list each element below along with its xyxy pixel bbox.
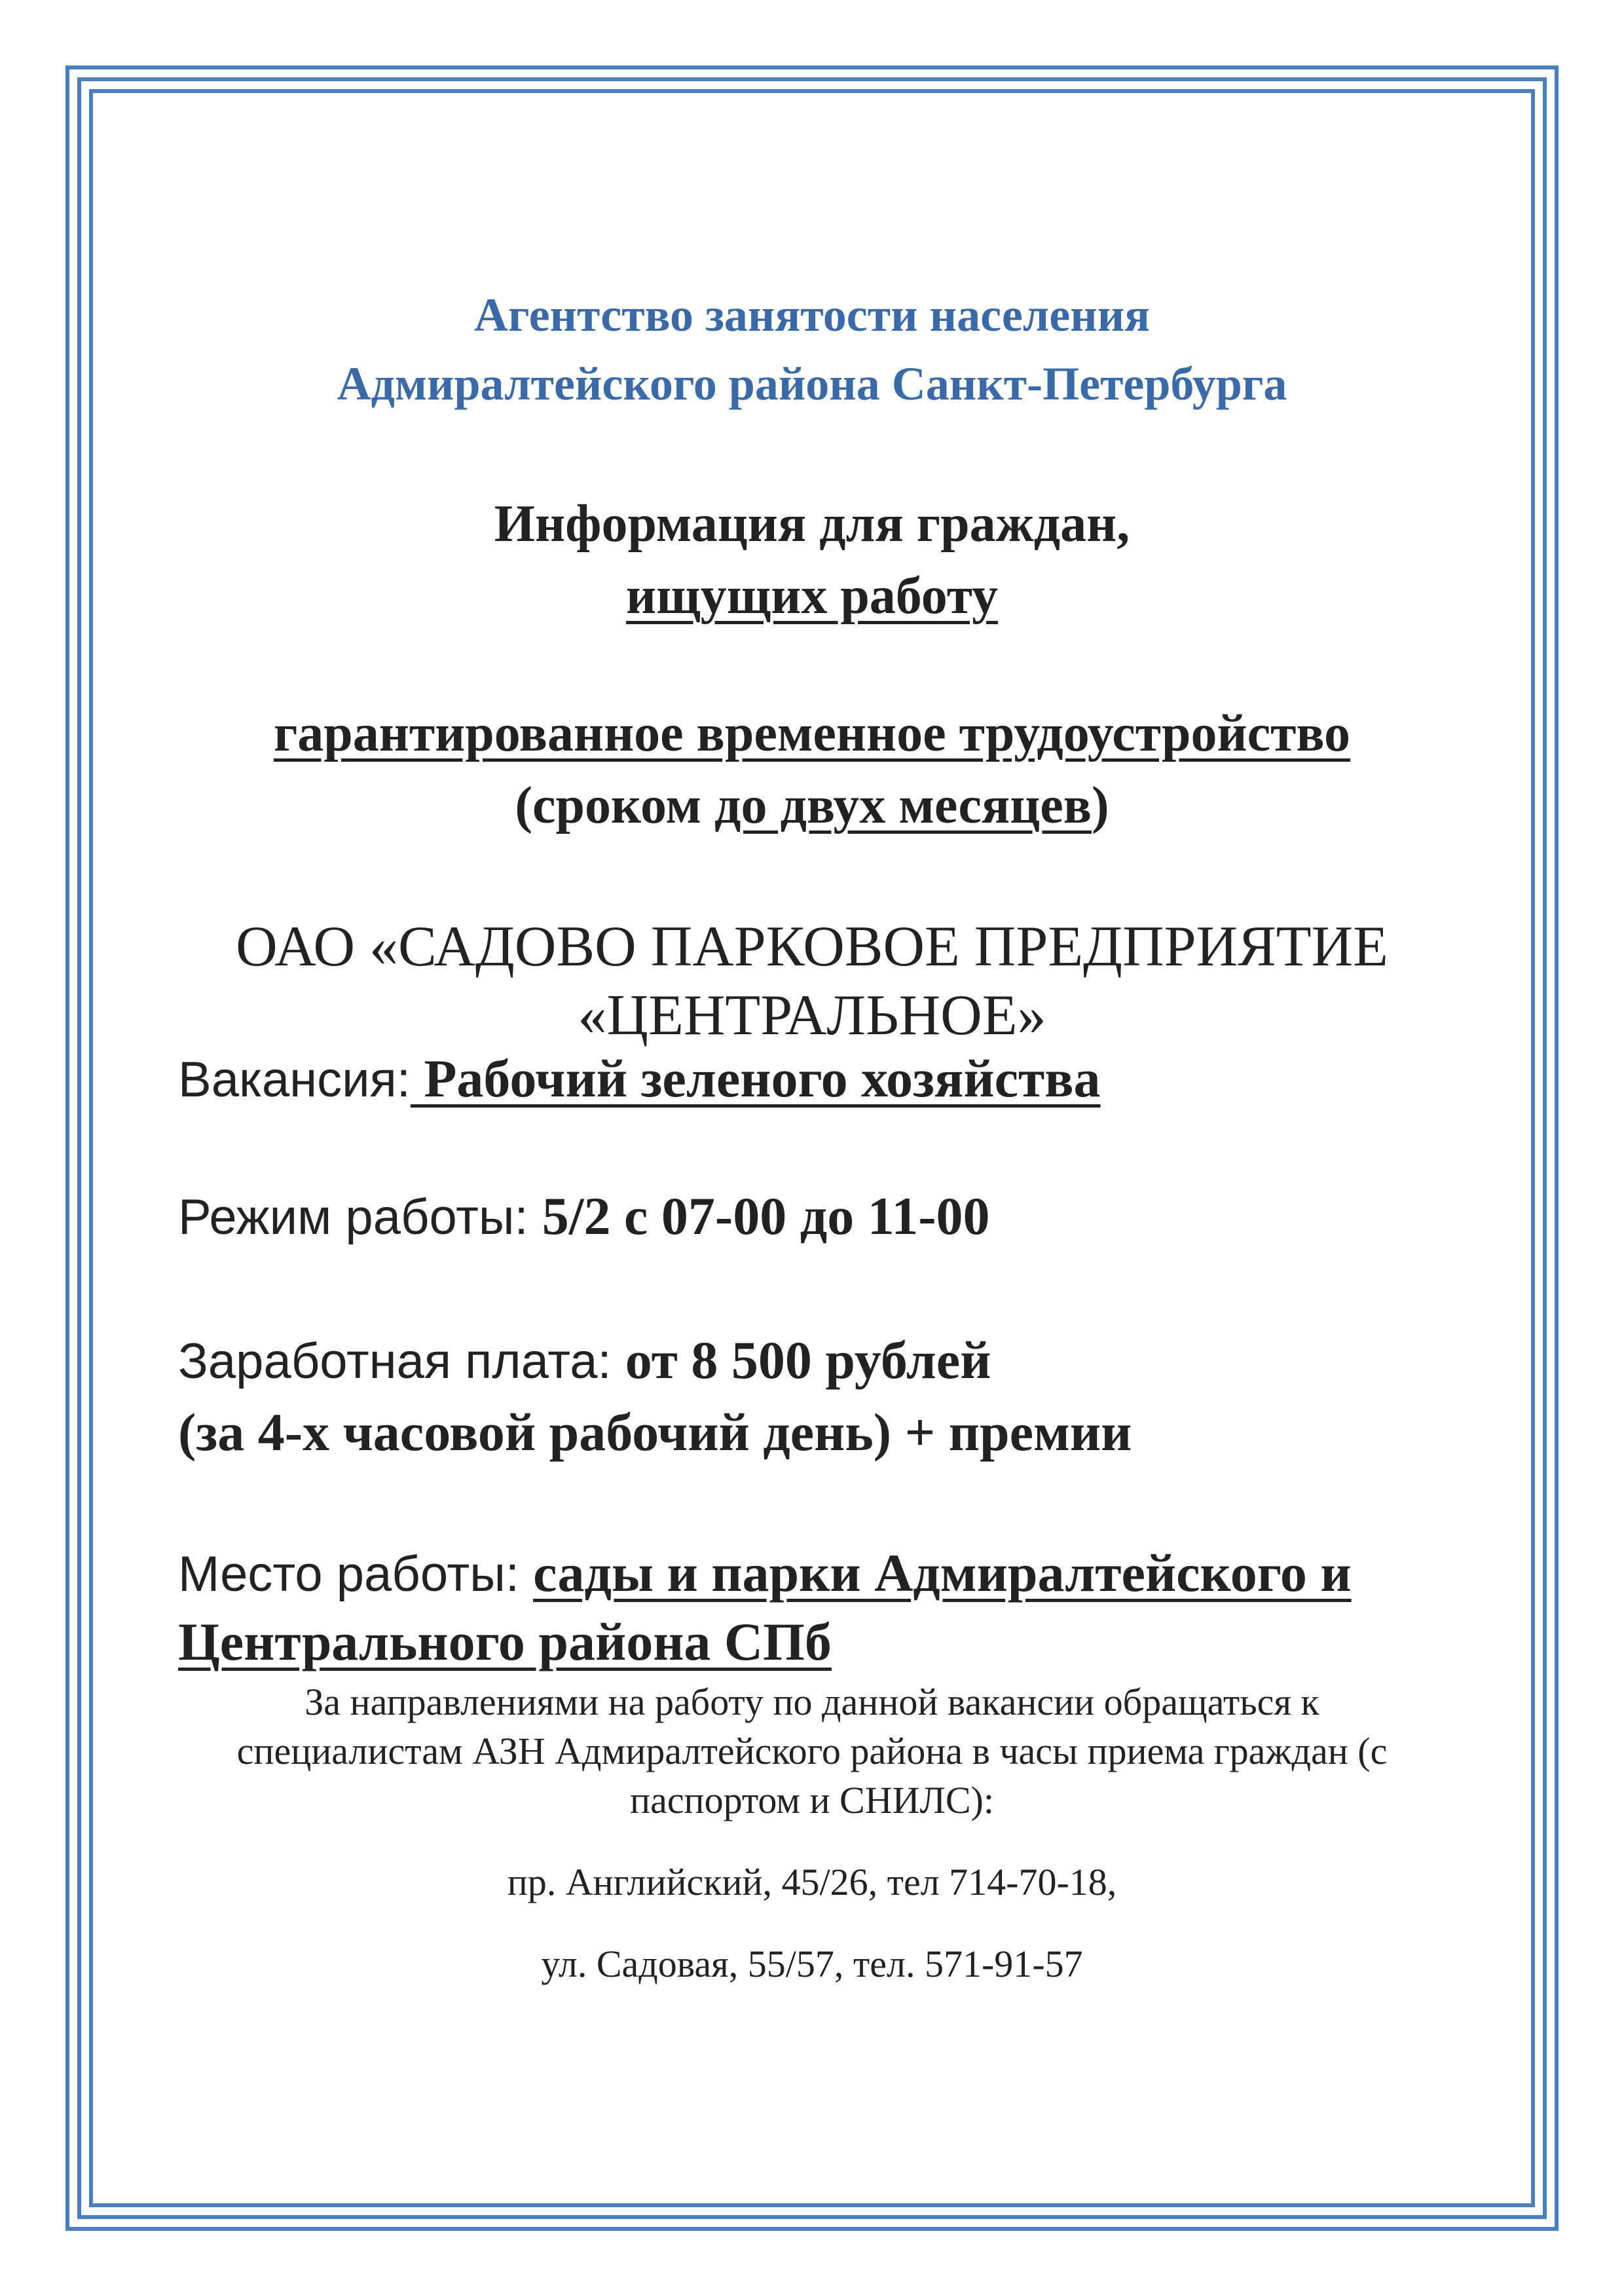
contact-address-1: пр. Английский, 45/26, тел 714-70-18,	[507, 1861, 1117, 1903]
contacts-line-3: паспортом и СНИЛС):	[630, 1779, 994, 1821]
employment-line-1	[0, 704, 1624, 764]
workplace-row	[178, 1542, 1352, 1604]
employment-term-suffix: )	[1092, 777, 1109, 834]
vacancy-row	[178, 1048, 1101, 1110]
employment-line-2	[0, 776, 1624, 836]
schedule-row	[178, 1185, 990, 1247]
company-name-line-2: «ЦЕНТРАЛЬНОЕ»	[578, 984, 1046, 1047]
salary-label: Заработная плата:	[178, 1334, 625, 1389]
info-heading-underlined: ищущих работу	[626, 567, 998, 625]
contact-address-2: ул. Садовая, 55/57, тел. 571-91-57	[541, 1943, 1083, 1985]
agency-title-line-1: Агентство занятости населения	[473, 289, 1151, 341]
workplace-label: Место работы:	[178, 1546, 534, 1602]
schedule-label: Режим работы:	[178, 1189, 542, 1245]
employment-type: гарантированное временное трудоустройство	[273, 705, 1351, 762]
salary-details: (за 4-х часовой рабочий день) + премии	[178, 1402, 1132, 1462]
salary-row	[178, 1330, 991, 1391]
employment-term-prefix: (сроком	[515, 777, 715, 834]
employment-term: до двух месяцев	[714, 777, 1092, 834]
workplace-row-2	[178, 1611, 832, 1673]
schedule-value: 5/2 с 07-00 до 11-00	[542, 1186, 990, 1246]
contacts-line-2: специалистам АЗН Адмиралтейского района в часы приема граждан (с	[236, 1730, 1388, 1772]
salary-value: от 8 500 рублей	[625, 1330, 991, 1390]
info-heading-line-1: Информация для граждан,	[494, 495, 1130, 553]
vacancy-value: Рабочий зеленого хозяйства	[410, 1049, 1101, 1108]
agency-title-line-2: Адмиралтейского района Санкт-Петербурга	[337, 358, 1287, 410]
workplace-value-line-1: сады и парки Адмиралтейского и	[533, 1543, 1352, 1603]
workplace-value-line-2: Центрального района СПб	[178, 1612, 832, 1671]
contacts-line-1: За направлениями на работу по данной вакансии обращаться к	[304, 1681, 1320, 1723]
vacancy-label: Вакансия:	[178, 1052, 411, 1108]
info-heading-line-2	[0, 567, 1624, 626]
company-name-line-1: ОАО «САДОВО ПАРКОВОЕ ПРЕДПРИЯТИЕ	[236, 915, 1388, 979]
